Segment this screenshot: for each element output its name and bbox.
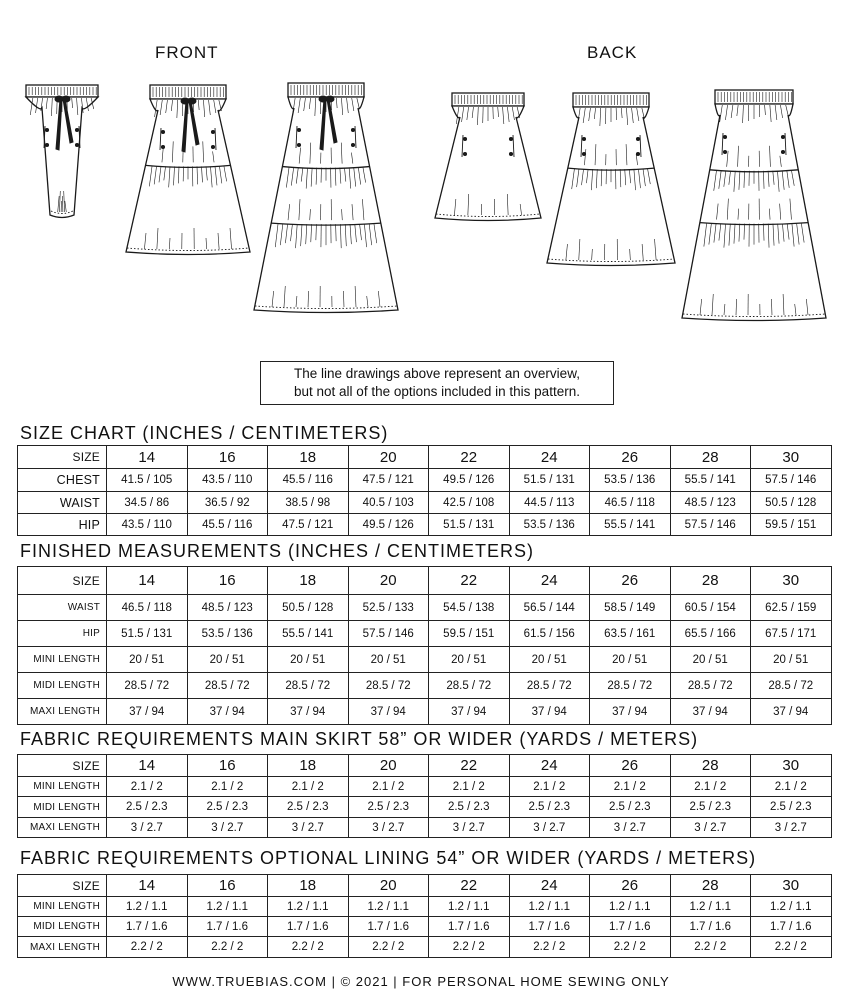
table-row — [18, 595, 832, 621]
table-cell: 48.5 / 123 — [670, 492, 751, 514]
table-row — [18, 647, 832, 673]
table-cell: 1.2 / 1.1 — [187, 897, 268, 917]
table-cell: 28.5 / 72 — [509, 673, 590, 699]
size-header-cell: 26 — [590, 755, 671, 777]
table-cell: 28.5 / 72 — [590, 673, 671, 699]
size-header-cell: 14 — [107, 875, 188, 897]
table-cell: 2.5 / 2.3 — [509, 797, 590, 818]
size-header-cell: 16 — [187, 875, 268, 897]
size-header-cell: 20 — [348, 446, 429, 469]
table-cell: 55.5 / 141 — [670, 469, 751, 492]
size-header-cell: 30 — [751, 875, 832, 897]
size-header-cell: 14 — [107, 446, 188, 469]
table-cell: 28.5 / 72 — [670, 673, 751, 699]
note-line-2: but not all of the options included in this pattern. — [294, 384, 580, 399]
table-cell: 2.5 / 2.3 — [268, 797, 349, 818]
row-label: MINI LENGTH — [18, 897, 107, 917]
table-cell: 1.7 / 1.6 — [348, 917, 429, 937]
table-cell: 2.2 / 2 — [590, 937, 671, 958]
table-cell: 28.5 / 72 — [107, 673, 188, 699]
table-cell: 58.5 / 149 — [590, 595, 671, 621]
table-cell: 51.5 / 131 — [429, 514, 510, 536]
table-cell: 1.2 / 1.1 — [429, 897, 510, 917]
table-cell: 3 / 2.7 — [751, 818, 832, 838]
back-midi-skirt — [547, 93, 675, 266]
size-header-cell: 22 — [429, 875, 510, 897]
table-row — [18, 699, 832, 725]
table-cell: 3 / 2.7 — [670, 818, 751, 838]
fabric-lining-table — [17, 874, 832, 958]
table-cell: 62.5 / 159 — [751, 595, 832, 621]
table-cell: 20 / 51 — [348, 647, 429, 673]
size-header-cell: 24 — [509, 446, 590, 469]
table-cell: 28.5 / 72 — [751, 673, 832, 699]
size-header-cell: 24 — [509, 755, 590, 777]
size-header-cell: 24 — [509, 875, 590, 897]
table-cell: 67.5 / 171 — [751, 621, 832, 647]
table-cell: 2.5 / 2.3 — [429, 797, 510, 818]
table-cell: 28.5 / 72 — [348, 673, 429, 699]
table-cell: 1.7 / 1.6 — [751, 917, 832, 937]
row-label: MIDI LENGTH — [18, 673, 107, 699]
table-cell: 3 / 2.7 — [268, 818, 349, 838]
fabric-main-table — [17, 754, 832, 838]
table-cell: 43.5 / 110 — [107, 514, 188, 536]
size-header-row — [18, 755, 832, 777]
table-cell: 50.5 / 128 — [751, 492, 832, 514]
size-header-row — [18, 446, 832, 469]
row-label: MAXI LENGTH — [18, 699, 107, 725]
row-label: MINI LENGTH — [18, 647, 107, 673]
row-label: WAIST — [18, 595, 107, 621]
table-cell: 43.5 / 110 — [187, 469, 268, 492]
table-cell: 55.5 / 141 — [268, 621, 349, 647]
table-cell: 51.5 / 131 — [509, 469, 590, 492]
table-cell: 2.1 / 2 — [268, 777, 349, 797]
fabric-main-title: FABRIC REQUIREMENTS MAIN SKIRT 58” OR WIDER (YARDS / METERS) — [20, 729, 699, 749]
size-chart-title: SIZE CHART (INCHES / CENTIMETERS) — [20, 423, 389, 443]
size-header-cell: 20 — [348, 755, 429, 777]
table-cell: 2.5 / 2.3 — [670, 797, 751, 818]
table-cell: 61.5 / 156 — [509, 621, 590, 647]
row-label: WAIST — [18, 492, 107, 514]
row-label: MIDI LENGTH — [18, 917, 107, 937]
row-label: MINI LENGTH — [18, 777, 107, 797]
table-row — [18, 937, 832, 958]
table-cell: 2.1 / 2 — [670, 777, 751, 797]
table-cell: 46.5 / 118 — [107, 595, 188, 621]
size-header-cell: 22 — [429, 567, 510, 595]
table-cell: 36.5 / 92 — [187, 492, 268, 514]
front-mini-skirt — [26, 85, 98, 218]
table-cell: 2.5 / 2.3 — [348, 797, 429, 818]
row-label: MAXI LENGTH — [18, 937, 107, 958]
size-header-cell: 22 — [429, 755, 510, 777]
size-header-label: SIZE — [18, 875, 107, 897]
table-row — [18, 897, 832, 917]
table-row — [18, 797, 832, 818]
size-header-cell: 18 — [268, 446, 349, 469]
table-cell: 28.5 / 72 — [268, 673, 349, 699]
table-cell: 63.5 / 161 — [590, 621, 671, 647]
table-cell: 42.5 / 108 — [429, 492, 510, 514]
size-header-row — [18, 567, 832, 595]
table-cell: 20 / 51 — [751, 647, 832, 673]
size-chart-table — [17, 445, 832, 536]
table-cell: 3 / 2.7 — [348, 818, 429, 838]
table-row — [18, 469, 832, 492]
table-row — [18, 777, 832, 797]
table-cell: 37 / 94 — [670, 699, 751, 725]
table-cell: 1.2 / 1.1 — [751, 897, 832, 917]
front-label: FRONT — [155, 43, 219, 62]
table-cell: 53.5 / 136 — [509, 514, 590, 536]
table-cell: 65.5 / 166 — [670, 621, 751, 647]
size-header-cell: 20 — [348, 875, 429, 897]
size-header-cell: 14 — [107, 567, 188, 595]
size-header-cell: 26 — [590, 446, 671, 469]
size-header-cell: 16 — [187, 755, 268, 777]
table-cell: 3 / 2.7 — [429, 818, 510, 838]
table-cell: 1.2 / 1.1 — [348, 897, 429, 917]
table-cell: 2.2 / 2 — [429, 937, 510, 958]
table-cell: 52.5 / 133 — [348, 595, 429, 621]
table-cell: 3 / 2.7 — [590, 818, 671, 838]
table-cell: 37 / 94 — [429, 699, 510, 725]
table-cell: 28.5 / 72 — [429, 673, 510, 699]
table-cell: 2.1 / 2 — [590, 777, 671, 797]
table-cell: 1.2 / 1.1 — [509, 897, 590, 917]
size-header-cell: 16 — [187, 446, 268, 469]
row-label: MIDI LENGTH — [18, 797, 107, 818]
row-label: HIP — [18, 621, 107, 647]
table-cell: 40.5 / 103 — [348, 492, 429, 514]
table-cell: 20 / 51 — [107, 647, 188, 673]
size-header-cell: 22 — [429, 446, 510, 469]
table-cell: 47.5 / 121 — [268, 514, 349, 536]
size-header-label: SIZE — [18, 446, 107, 469]
table-cell: 2.5 / 2.3 — [187, 797, 268, 818]
skirt-line-drawings — [0, 0, 842, 345]
table-cell: 2.1 / 2 — [429, 777, 510, 797]
table-cell: 1.2 / 1.1 — [268, 897, 349, 917]
table-cell: 37 / 94 — [509, 699, 590, 725]
table-cell: 2.1 / 2 — [187, 777, 268, 797]
finished-measurements-title: FINISHED MEASUREMENTS (INCHES / CENTIMETERS) — [20, 541, 535, 561]
size-header-cell: 28 — [670, 875, 751, 897]
size-header-cell: 26 — [590, 875, 671, 897]
table-cell: 57.5 / 146 — [348, 621, 429, 647]
table-cell: 2.5 / 2.3 — [590, 797, 671, 818]
size-header-cell: 30 — [751, 446, 832, 469]
note-line-1: The line drawings above represent an overview, — [294, 366, 580, 381]
front-midi-skirt — [126, 85, 250, 255]
table-cell: 3 / 2.7 — [107, 818, 188, 838]
table-cell: 20 / 51 — [187, 647, 268, 673]
table-cell: 59.5 / 151 — [751, 514, 832, 536]
table-cell: 49.5 / 126 — [429, 469, 510, 492]
size-header-cell: 18 — [268, 567, 349, 595]
size-header-cell: 14 — [107, 755, 188, 777]
table-cell: 48.5 / 123 — [187, 595, 268, 621]
footer-text: WWW.TRUEBIAS.COM | © 2021 | FOR PERSONAL HOME SEWING ONLY — [172, 974, 670, 989]
table-cell: 1.2 / 1.1 — [670, 897, 751, 917]
table-cell: 60.5 / 154 — [670, 595, 751, 621]
table-cell: 50.5 / 128 — [268, 595, 349, 621]
table-cell: 2.1 / 2 — [348, 777, 429, 797]
table-cell: 54.5 / 138 — [429, 595, 510, 621]
size-header-cell: 16 — [187, 567, 268, 595]
row-label: CHEST — [18, 469, 107, 492]
table-cell: 1.7 / 1.6 — [187, 917, 268, 937]
table-row — [18, 514, 832, 536]
size-header-cell: 18 — [268, 875, 349, 897]
size-header-cell: 18 — [268, 755, 349, 777]
back-mini-skirt — [435, 93, 541, 221]
table-cell: 37 / 94 — [107, 699, 188, 725]
size-header-row — [18, 875, 832, 897]
size-header-cell: 20 — [348, 567, 429, 595]
size-header-cell: 28 — [670, 567, 751, 595]
table-cell: 47.5 / 121 — [348, 469, 429, 492]
overview-note — [260, 361, 614, 405]
table-cell: 20 / 51 — [268, 647, 349, 673]
table-cell: 2.1 / 2 — [751, 777, 832, 797]
table-cell: 2.2 / 2 — [348, 937, 429, 958]
table-cell: 1.7 / 1.6 — [107, 917, 188, 937]
table-cell: 55.5 / 141 — [590, 514, 671, 536]
table-cell: 51.5 / 131 — [107, 621, 188, 647]
table-cell: 49.5 / 126 — [348, 514, 429, 536]
table-cell: 2.2 / 2 — [107, 937, 188, 958]
front-maxi-skirt — [254, 83, 398, 313]
table-cell: 46.5 / 118 — [590, 492, 671, 514]
table-cell: 37 / 94 — [348, 699, 429, 725]
size-header-cell: 28 — [670, 755, 751, 777]
table-cell: 37 / 94 — [187, 699, 268, 725]
table-cell: 37 / 94 — [751, 699, 832, 725]
table-row — [18, 917, 832, 937]
table-cell: 2.5 / 2.3 — [751, 797, 832, 818]
row-label: HIP — [18, 514, 107, 536]
table-cell: 20 / 51 — [429, 647, 510, 673]
table-cell: 1.2 / 1.1 — [590, 897, 671, 917]
table-cell: 1.2 / 1.1 — [107, 897, 188, 917]
size-header-cell: 24 — [509, 567, 590, 595]
table-cell: 2.2 / 2 — [670, 937, 751, 958]
size-header-label: SIZE — [18, 567, 107, 595]
size-header-cell: 30 — [751, 567, 832, 595]
table-cell: 44.5 / 113 — [509, 492, 590, 514]
table-cell: 1.7 / 1.6 — [670, 917, 751, 937]
table-cell: 59.5 / 151 — [429, 621, 510, 647]
table-cell: 3 / 2.7 — [187, 818, 268, 838]
table-cell: 20 / 51 — [509, 647, 590, 673]
table-cell: 2.2 / 2 — [751, 937, 832, 958]
table-cell: 2.1 / 2 — [107, 777, 188, 797]
back-maxi-skirt — [682, 90, 826, 321]
table-cell: 45.5 / 116 — [268, 469, 349, 492]
table-cell: 2.2 / 2 — [268, 937, 349, 958]
table-row — [18, 673, 832, 699]
table-cell: 2.2 / 2 — [187, 937, 268, 958]
table-cell: 20 / 51 — [670, 647, 751, 673]
size-header-cell: 28 — [670, 446, 751, 469]
table-cell: 57.5 / 146 — [751, 469, 832, 492]
table-cell: 1.7 / 1.6 — [590, 917, 671, 937]
table-cell: 1.7 / 1.6 — [268, 917, 349, 937]
table-cell: 37 / 94 — [590, 699, 671, 725]
table-cell: 56.5 / 144 — [509, 595, 590, 621]
table-cell: 41.5 / 105 — [107, 469, 188, 492]
table-cell: 37 / 94 — [268, 699, 349, 725]
table-cell: 2.1 / 2 — [509, 777, 590, 797]
table-cell: 38.5 / 98 — [268, 492, 349, 514]
table-cell: 2.2 / 2 — [509, 937, 590, 958]
back-label: BACK — [587, 43, 638, 62]
finished-measurements-table — [17, 566, 832, 725]
size-header-cell: 30 — [751, 755, 832, 777]
table-cell: 45.5 / 116 — [187, 514, 268, 536]
table-cell: 28.5 / 72 — [187, 673, 268, 699]
table-cell: 57.5 / 146 — [670, 514, 751, 536]
table-cell: 3 / 2.7 — [509, 818, 590, 838]
size-header-cell: 26 — [590, 567, 671, 595]
row-label: MAXI LENGTH — [18, 818, 107, 838]
table-cell: 53.5 / 136 — [590, 469, 671, 492]
fabric-lining-title: FABRIC REQUIREMENTS OPTIONAL LINING 54” OR WIDER (YARDS / METERS) — [20, 848, 757, 868]
table-cell: 1.7 / 1.6 — [509, 917, 590, 937]
table-cell: 53.5 / 136 — [187, 621, 268, 647]
table-cell: 1.7 / 1.6 — [429, 917, 510, 937]
table-cell: 34.5 / 86 — [107, 492, 188, 514]
table-cell: 20 / 51 — [590, 647, 671, 673]
table-row — [18, 621, 832, 647]
table-row — [18, 818, 832, 838]
size-header-label: SIZE — [18, 755, 107, 777]
table-row — [18, 492, 832, 514]
table-cell: 2.5 / 2.3 — [107, 797, 188, 818]
